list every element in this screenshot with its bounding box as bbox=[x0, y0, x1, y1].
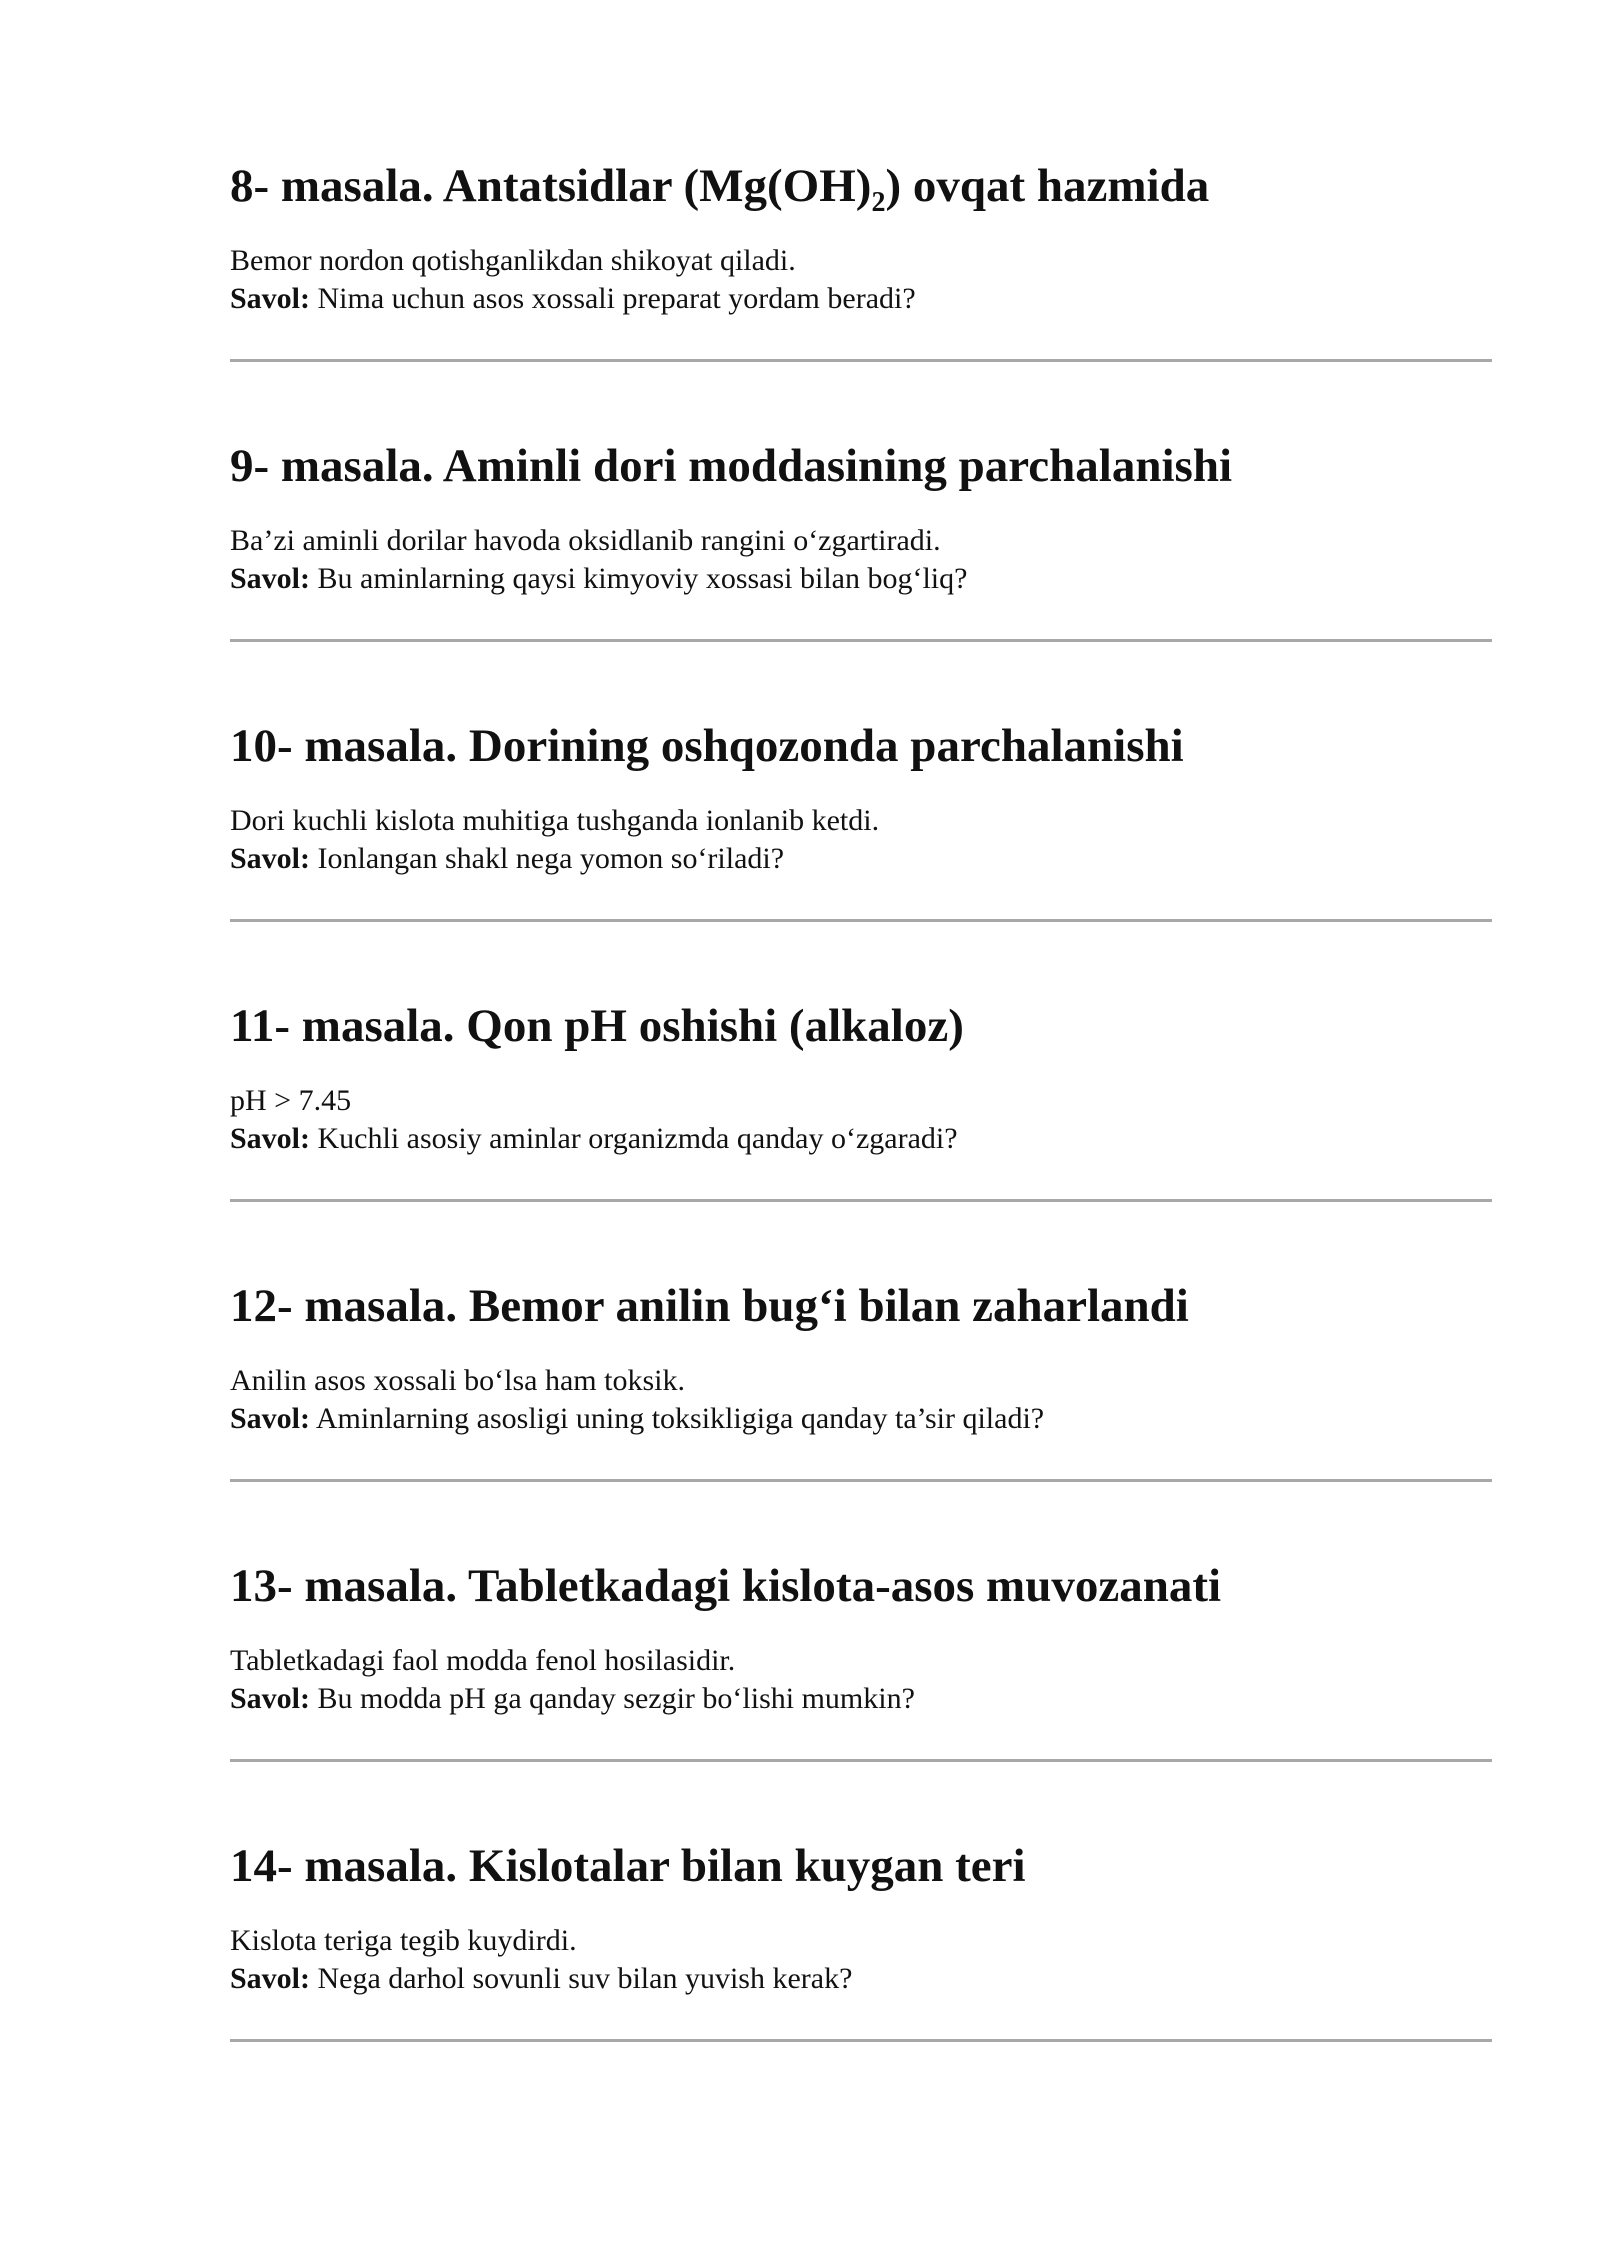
problem-title-text: 8- masala. Antatsidlar (Mg(OH) bbox=[230, 160, 872, 212]
question-label: Savol: bbox=[230, 1122, 311, 1155]
divider bbox=[230, 2039, 1492, 2042]
question-text: Nega darhol sovunli suv bilan yuvish kerak? bbox=[317, 1962, 853, 1995]
problem-body bbox=[230, 1082, 1492, 1158]
question-label: Savol: bbox=[230, 1962, 311, 1995]
problem-title: 10- masala. Dorining oshqozonda parchalanishi bbox=[230, 720, 1184, 772]
question-text: Aminlarning asosligi uning toksikligiga qanday ta’sir qiladi? bbox=[315, 1402, 1045, 1435]
problem-question bbox=[230, 1960, 1492, 1998]
question-text: Bu aminlarning qaysi kimyoviy xossasi bilan bog‘liq? bbox=[317, 562, 968, 595]
problem-title bbox=[230, 150, 1492, 218]
question-label: Savol: bbox=[230, 1682, 311, 1715]
question-label: Savol: bbox=[230, 282, 311, 315]
problem-body bbox=[230, 522, 1492, 598]
problem-question bbox=[230, 1680, 1492, 1718]
question-label: Savol: bbox=[230, 842, 311, 875]
problem-statement: Ba’zi aminli dorilar havoda oksidlanib rangini o‘zgartiradi. bbox=[230, 524, 941, 557]
problem-title-text-end: ) ovqat hazmida bbox=[885, 160, 1210, 212]
problem-body bbox=[230, 1922, 1492, 1998]
question-label: Savol: bbox=[230, 1402, 311, 1435]
problem-question bbox=[230, 1120, 1492, 1158]
problem-question bbox=[230, 840, 1492, 878]
problem-question bbox=[230, 1400, 1492, 1438]
problem-title: 13- masala. Tabletkadagi kislota-asos muvozanati bbox=[230, 1560, 1222, 1612]
problem-title: 9- masala. Aminli dori moddasining parchalanishi bbox=[230, 440, 1233, 492]
problem-11 bbox=[230, 990, 1492, 1270]
problem-title: 12- masala. Bemor anilin bug‘i bilan zaharlandi bbox=[230, 1280, 1189, 1332]
problem-title: 11- masala. Qon pH oshishi (alkaloz) bbox=[230, 1000, 964, 1052]
problem-12 bbox=[230, 1270, 1492, 1550]
problem-statement: Tabletkadagi faol modda fenol hosilasidir. bbox=[230, 1644, 736, 1677]
problem-8 bbox=[230, 150, 1492, 430]
problem-body bbox=[230, 242, 1492, 318]
problem-body bbox=[230, 1362, 1492, 1438]
divider bbox=[230, 1199, 1492, 1202]
problem-statement: Kislota teriga tegib kuydirdi. bbox=[230, 1924, 577, 1957]
divider bbox=[230, 919, 1492, 922]
divider bbox=[230, 639, 1492, 642]
problem-14 bbox=[230, 1830, 1492, 2110]
problem-statement: Bemor nordon qotishganlikdan shikoyat qiladi. bbox=[230, 244, 796, 277]
problem-9 bbox=[230, 430, 1492, 710]
question-text: Bu modda pH ga qanday sezgir bo‘lishi mumkin? bbox=[317, 1682, 915, 1715]
question-text: Nima uchun asos xossali preparat yordam beradi? bbox=[317, 282, 916, 315]
problem-statement: Anilin asos xossali bo‘lsa ham toksik. bbox=[230, 1364, 685, 1397]
question-text: Ionlangan shakl nega yomon so‘riladi? bbox=[317, 842, 785, 875]
problem-title: 14- masala. Kislotalar bilan kuygan teri bbox=[230, 1840, 1026, 1892]
problem-statement: pH > 7.45 bbox=[230, 1084, 352, 1117]
divider bbox=[230, 1759, 1492, 1762]
divider bbox=[230, 359, 1492, 362]
question-label: Savol: bbox=[230, 562, 311, 595]
problem-question bbox=[230, 280, 1492, 318]
problem-body bbox=[230, 1642, 1492, 1718]
document-page bbox=[230, 150, 1492, 2110]
subscript-2: 2 bbox=[871, 187, 886, 218]
problem-body bbox=[230, 802, 1492, 878]
divider bbox=[230, 1479, 1492, 1482]
question-text: Kuchli asosiy aminlar organizmda qanday o‘zgaradi? bbox=[317, 1122, 958, 1155]
problem-10 bbox=[230, 710, 1492, 990]
problem-question bbox=[230, 560, 1492, 598]
problem-statement: Dori kuchli kislota muhitiga tushganda ionlanib ketdi. bbox=[230, 804, 880, 837]
problem-13 bbox=[230, 1550, 1492, 1830]
